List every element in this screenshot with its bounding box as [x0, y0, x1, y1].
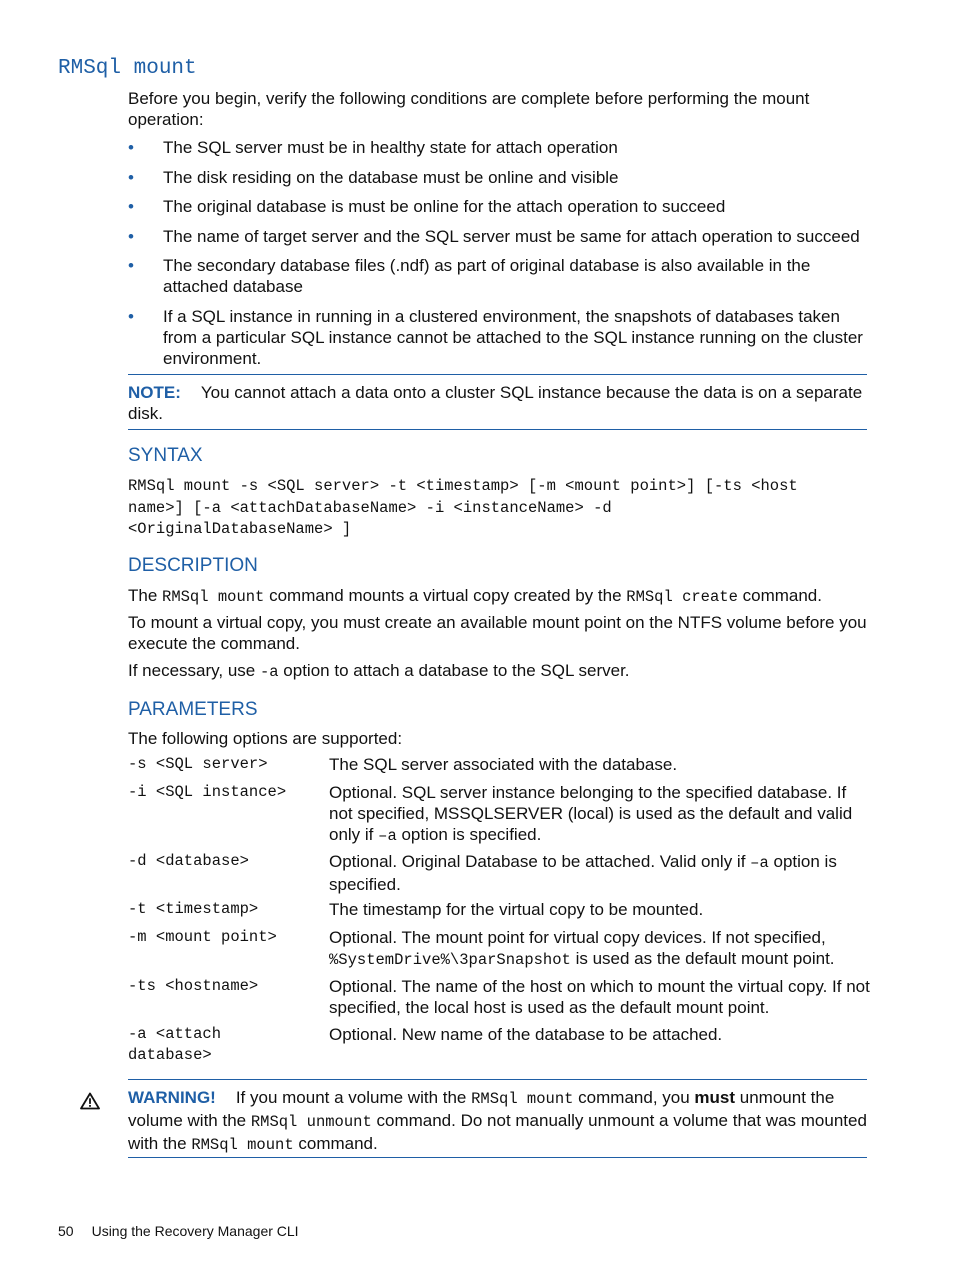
inline-code: RMSql mount — [191, 1136, 294, 1154]
note-bottom-rule — [128, 429, 867, 430]
parameter-name: -m <mount point> — [128, 928, 277, 946]
intro-paragraph: Before you begin, verify the following conditions are complete before performing the mount operation: — [128, 89, 810, 129]
parameter-description — [329, 851, 874, 895]
warning-box — [128, 1087, 873, 1156]
note-label: NOTE: — [128, 383, 181, 402]
parameter-description: The SQL server associated with the database. — [329, 755, 678, 774]
parameters-heading: PARAMETERS — [128, 699, 258, 720]
inline-code: RMSql mount — [162, 588, 265, 606]
parameter-description — [329, 927, 874, 971]
text: command mounts a virtual copy created by the — [264, 586, 627, 605]
description-paragraph-3 — [128, 660, 873, 683]
description-paragraph-2: To mount a virtual copy, you must create an available mount point on the NTFS volume before you execute the command. — [128, 613, 867, 653]
parameter-name: -i <SQL instance> — [128, 783, 287, 801]
text: Optional. SQL server instance belonging to the specified database. If not specified, MSSQLSERVER (local) is used as the default and valid only if — [329, 783, 853, 844]
syntax-line: name>] [-a <attachDatabaseName> -i <instanceName> -d — [128, 498, 612, 517]
text: command. — [293, 1134, 378, 1153]
parameter-name: -ts <hostname> — [128, 977, 259, 995]
text: Optional. The mount point for virtual copy devices. If not specified, — [329, 928, 826, 947]
description-heading: DESCRIPTION — [128, 555, 258, 576]
warning-top-rule — [128, 1079, 867, 1080]
note-box — [128, 382, 868, 424]
inline-code: %SystemDrive%\3parSnapshot — [329, 951, 571, 969]
note-top-rule — [128, 374, 867, 375]
inline-code: RMSql mount — [471, 1090, 574, 1108]
list-item: • The disk residing on the database must be online and visible — [128, 167, 868, 188]
text: command. — [737, 586, 822, 605]
text: If necessary, use — [128, 661, 260, 680]
parameter-description — [329, 782, 874, 847]
note-text: You cannot attach a data onto a cluster SQL instance because the data is on a separate disk. — [128, 383, 863, 423]
parameter-description: The timestamp for the virtual copy to be mounted. — [329, 900, 704, 919]
parameter-name: -s <SQL server> — [128, 755, 268, 773]
warning-triangle-icon — [80, 1092, 100, 1110]
footer-title: Using the Recovery Manager CLI — [91, 1223, 299, 1239]
text: command. Do not manually unmount a volume that was mounted with the — [128, 1111, 867, 1153]
syntax-line: <OriginalDatabaseName> ] — [128, 520, 352, 538]
text: If you mount a volume with the — [235, 1088, 472, 1107]
inline-code: RMSql unmount — [250, 1113, 372, 1131]
parameter-description: Optional. The name of the host on which to mount the virtual copy. If not specified, the local host is used as the default mount point. — [329, 977, 870, 1017]
inline-code: RMSql create — [626, 588, 738, 606]
prerequisite-list — [128, 137, 868, 377]
parameter-description: Optional. New name of the database to be attached. — [329, 1025, 723, 1044]
text: The — [128, 586, 163, 605]
list-item: • The SQL server must be in healthy state for attach operation — [128, 137, 868, 158]
inline-code: –a — [750, 854, 769, 872]
section-title: RMSql mount — [58, 57, 197, 80]
list-item: • The name of target server and the SQL server must be same for attach operation to succeed — [128, 226, 868, 247]
emphasis: must — [694, 1088, 736, 1107]
description-paragraph-1 — [128, 585, 873, 608]
warning-bottom-rule — [128, 1157, 867, 1158]
page-number: 50 — [58, 1223, 74, 1239]
parameters-intro: The following options are supported: — [128, 729, 403, 748]
text: option is specified. — [396, 825, 542, 844]
list-item: • The secondary database files (.ndf) as part of original database is also available in the attached database — [128, 255, 868, 297]
inline-code: -a — [259, 663, 279, 681]
parameter-name: -d <database> — [128, 852, 249, 870]
parameter-name: -t <timestamp> — [128, 900, 259, 918]
text: option is specified. — [329, 852, 837, 894]
text: Optional. Original Database to be attached. Valid only if — [329, 852, 751, 871]
text: is used as the default mount point. — [570, 949, 835, 968]
text: unmount the volume with the — [128, 1088, 835, 1130]
text: command, you — [573, 1088, 695, 1107]
warning-label: WARNING! — [128, 1088, 216, 1107]
list-item: • The original database is must be online for the attach operation to succeed — [128, 196, 868, 217]
syntax-line: RMSql mount -s <SQL server> -t <timestamp> [-m <mount point>] [-ts <host — [128, 477, 798, 495]
list-item: • If a SQL instance in running in a clustered environment, the snapshots of databases taken from a particular SQL instance cannot be attached to the SQL instance running on the cluster environment. — [128, 306, 868, 369]
syntax-code — [128, 476, 873, 541]
text: option to attach a database to the SQL server. — [278, 661, 630, 680]
parameter-name: -a <attach database> — [128, 1025, 222, 1064]
page-footer — [58, 1223, 299, 1239]
inline-code: –a — [378, 827, 397, 845]
syntax-heading: SYNTAX — [128, 445, 203, 466]
